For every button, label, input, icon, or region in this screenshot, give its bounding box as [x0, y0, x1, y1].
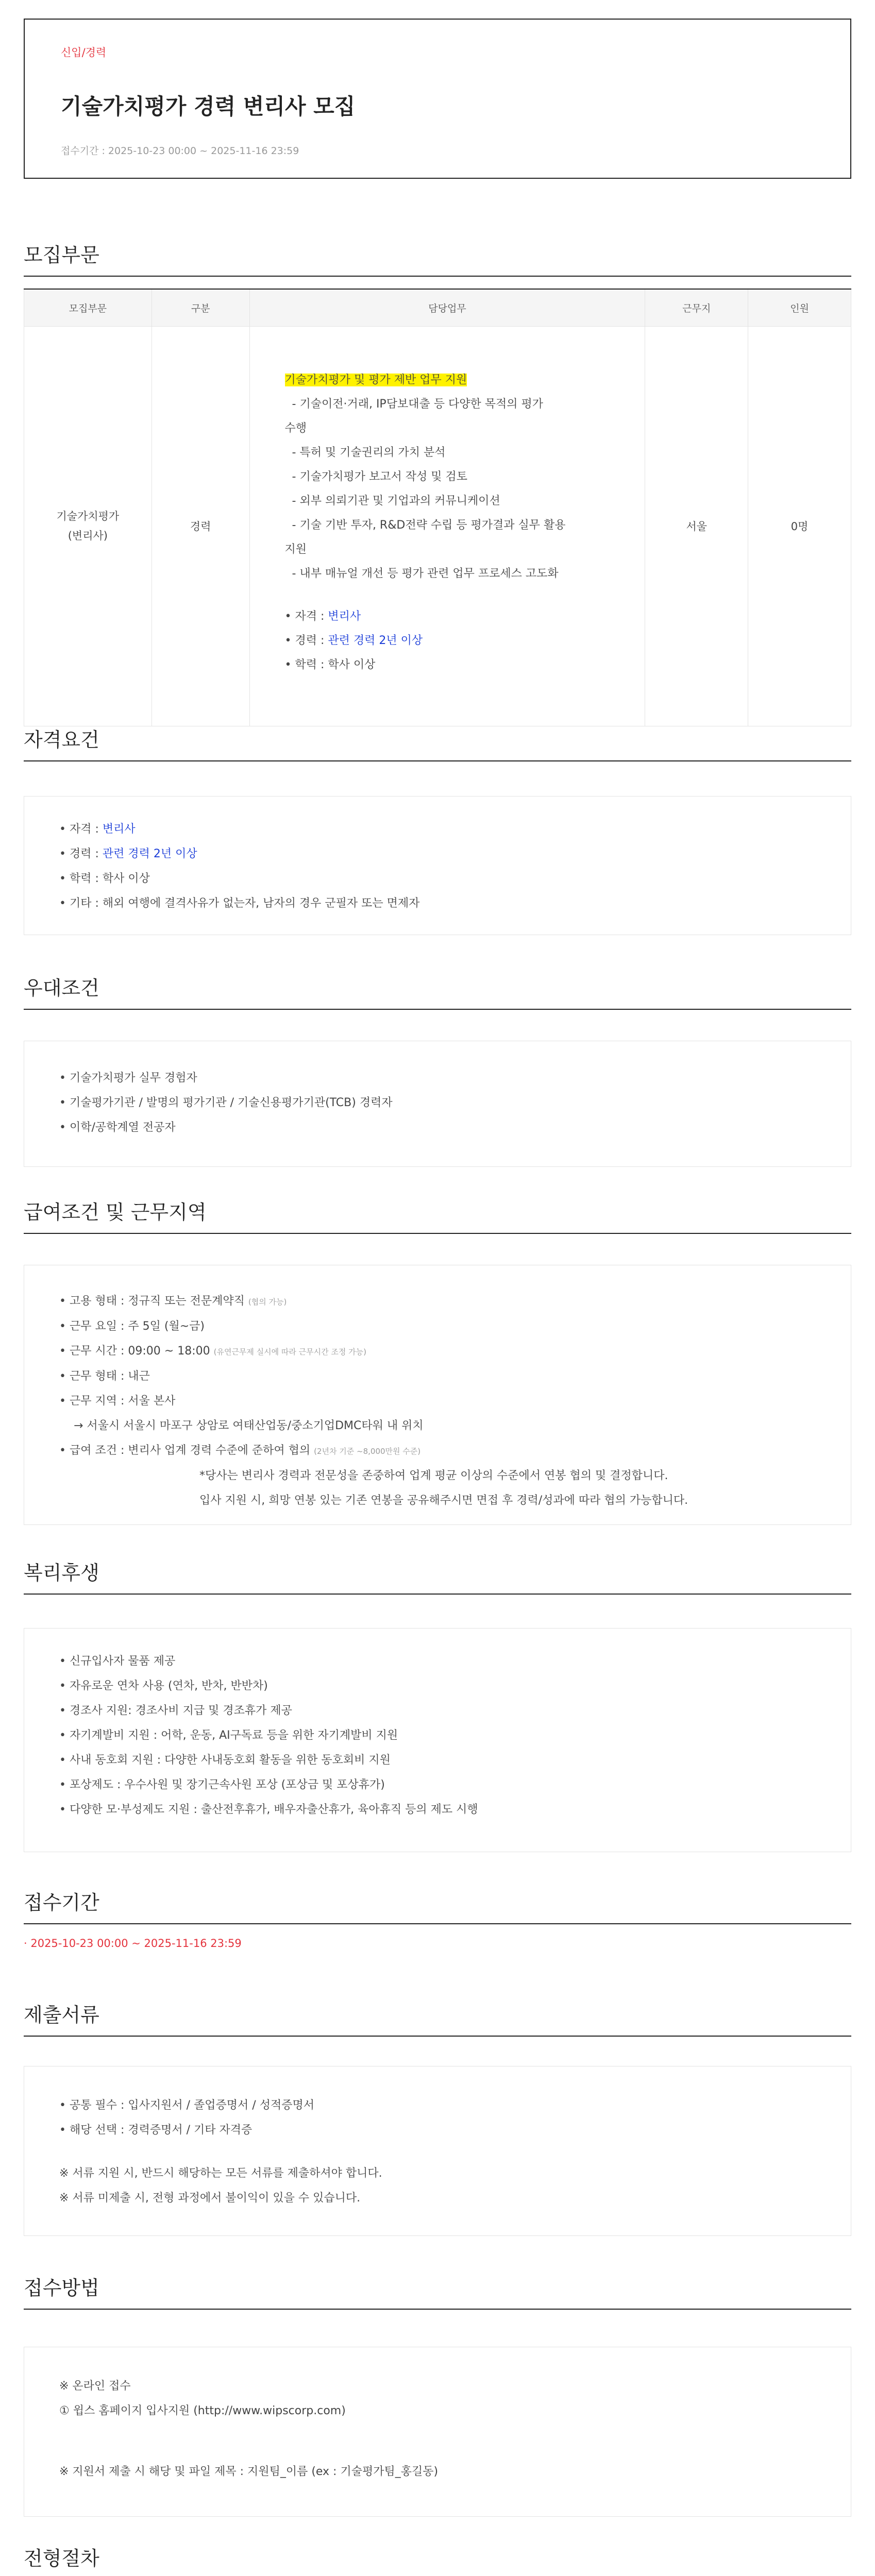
list-item: • 근무 요일 : 주 5일 (월~금): [59, 1314, 816, 1339]
posting-header: [24, 19, 851, 179]
salary-note: *당사는 변리사 경력과 전문성을 존중하여 업계 평균 이상의 수준에서 연봉 협의 및 결정합니다.: [199, 1469, 668, 1482]
list-item: • 해당 선택 : 경력증명서 / 기타 자격증: [59, 2118, 816, 2143]
cell-duty: [249, 326, 645, 726]
col-header-duty: 담당업무: [249, 289, 645, 326]
method-box: [24, 2347, 851, 2517]
list-item: • 경력 : 관련 경력 2년 이상: [59, 842, 816, 867]
duty-requirement: • 경력 : 관련 경력 2년 이상: [285, 629, 610, 653]
list-item: • 공통 필수 : 입사지원서 / 졸업증명서 / 성적증명서: [59, 2093, 816, 2118]
method-line: ※ 온라인 접수: [59, 2380, 131, 2393]
method-line: ※ 지원서 제출 시 해당 및 파일 제목 : 지원팀_이름 (ex : 기술평가팀_홍길동): [59, 2465, 439, 2478]
list-item: • 포상제도 : 우수사원 및 장기근속사원 포상 (포상금 및 포상휴가): [59, 1773, 816, 1798]
col-header-type: 구분: [152, 289, 249, 326]
welfare-box: [24, 1628, 851, 1852]
category-label: 신입/경력: [61, 46, 107, 59]
section-title-method: 접수방법: [24, 2272, 851, 2310]
cell-field: 기술가치평가 (변리사): [24, 326, 152, 726]
list-item: • 학력 : 학사 이상: [59, 867, 816, 891]
application-period: · 2025-10-23 00:00 ~ 2025-11-16 23:59: [24, 1937, 242, 1950]
duty-line: - 내부 매뉴얼 개선 등 평가 관련 업무 프로세스 고도화: [284, 567, 559, 580]
recruit-table: [24, 289, 851, 726]
duty-line: 수행: [284, 421, 307, 435]
homepage-link[interactable]: ① 윕스 홈페이지 입사지원 (http://www.wipscorp.com): [59, 2404, 346, 2417]
duty-requirement: • 자격 : 변리사: [285, 604, 610, 629]
col-header-location: 근무지: [645, 289, 748, 326]
location-note: → 서울시 서울시 마포구 상암로 여태산업동/중소기업DMC타워 내 위치: [74, 1419, 424, 1432]
cell-count: 0명: [748, 326, 851, 726]
list-item: • 근무 형태 : 내근: [59, 1364, 816, 1389]
section-title-preference: 우대조건: [24, 972, 851, 1010]
list-item: • 급여 조건 : 변리사 업계 경력 수준에 준하여 협의 (2년차 기준 ~8,000만원 수준): [59, 1438, 816, 1464]
notice-line: ※ 서류 미제출 시, 전형 과정에서 불이익이 있을 수 있습니다.: [59, 2192, 361, 2205]
salary-box: [24, 1265, 851, 1525]
notice-line: ※ 서류 지원 시, 반드시 해당하는 모든 서류를 제출하셔야 합니다.: [59, 2167, 382, 2180]
list-item: • 이학/공학계열 전공자: [59, 1115, 816, 1140]
table-row: [24, 326, 851, 726]
duty-highlight: 기술가치평가 및 평가 제반 업무 지원: [284, 373, 467, 386]
duty-line: - 외부 의뢰기관 및 기업과의 커뮤니케이션: [284, 494, 500, 507]
section-title-process: 전형절차: [24, 2543, 851, 2576]
duty-line: - 기술 기반 투자, R&D전략 수립 등 평가결과 실무 활용: [284, 518, 566, 532]
salary-note: 입사 지원 시, 희망 연봉 있는 기존 연봉을 공유해주시면 면접 후 경력/성과에 따라 협의 가능합니다.: [199, 1494, 688, 1507]
list-item: • 경조사 지원: 경조사비 지급 및 경조휴가 제공: [59, 1699, 816, 1723]
list-item: • 사내 동호회 지원 : 다양한 사내동호회 활동을 위한 동호회비 지원: [59, 1748, 816, 1773]
cell-location: 서울: [645, 326, 748, 726]
list-item: • 근무 시간 : 09:00 ~ 18:00 (유연근무제 실시에 따라 근무시간 조정 가능): [59, 1339, 816, 1364]
page-title: 기술가치평가 경력 변리사 모집: [61, 94, 356, 119]
documents-box: [24, 2066, 851, 2236]
list-item: • 기타 : 해외 여행에 결격사유가 없는자, 남자의 경우 군필자 또는 면제자: [59, 891, 816, 916]
col-header-field: 모집부문: [24, 289, 152, 326]
duty-line: 지원: [284, 543, 307, 556]
list-item: • 기술평가기관 / 발명의 평가기관 / 기술신용평가기관(TCB) 경력자: [59, 1091, 816, 1115]
duty-line: - 기술이전·거래, IP담보대출 등 다양한 목적의 평가: [284, 397, 543, 411]
list-item: • 근무 지역 : 서울 본사: [59, 1389, 816, 1414]
duty-line: - 기술가치평가 보고서 작성 및 검토: [284, 470, 467, 483]
list-item: • 자격 : 변리사: [59, 817, 816, 842]
section-title-salary: 급여조건 및 근무지역: [24, 1196, 851, 1234]
cell-type: 경력: [152, 326, 249, 726]
list-item: • 다양한 모·부성제도 지원 : 출산전후휴가, 배우자출산휴가, 육아휴직 등의 제도 시행: [59, 1798, 816, 1822]
section-title-recruit: 모집부문: [24, 239, 851, 277]
application-period-summary: 접수기간 : 2025-10-23 00:00 ~ 2025-11-16 23:59: [61, 145, 299, 157]
section-title-welfare: 복리후생: [24, 1557, 851, 1595]
col-header-count: 인원: [748, 289, 851, 326]
qualification-box: [24, 796, 851, 935]
duty-requirement: • 학력 : 학사 이상: [285, 653, 610, 677]
section-title-qualification: 자격요건: [24, 724, 851, 761]
list-item: • 자유로운 연차 사용 (연차, 반차, 반반차): [59, 1674, 816, 1699]
duty-line: - 특허 및 기술권리의 가치 분석: [284, 446, 446, 459]
list-item: • 고용 형태 : 정규직 또는 전문계약직 (협의 가능): [59, 1289, 816, 1314]
section-title-period: 접수기간: [24, 1887, 851, 1924]
list-item: • 신규입사자 물품 제공: [59, 1649, 816, 1674]
list-item: • 자기계발비 지원 : 어학, 운동, AI구독료 등을 위한 자기계발비 지원: [59, 1723, 816, 1748]
section-title-documents: 제출서류: [24, 1999, 851, 2037]
preference-box: [24, 1041, 851, 1167]
table-header-row: [24, 289, 851, 326]
list-item: • 기술가치평가 실무 경험자: [59, 1066, 816, 1091]
